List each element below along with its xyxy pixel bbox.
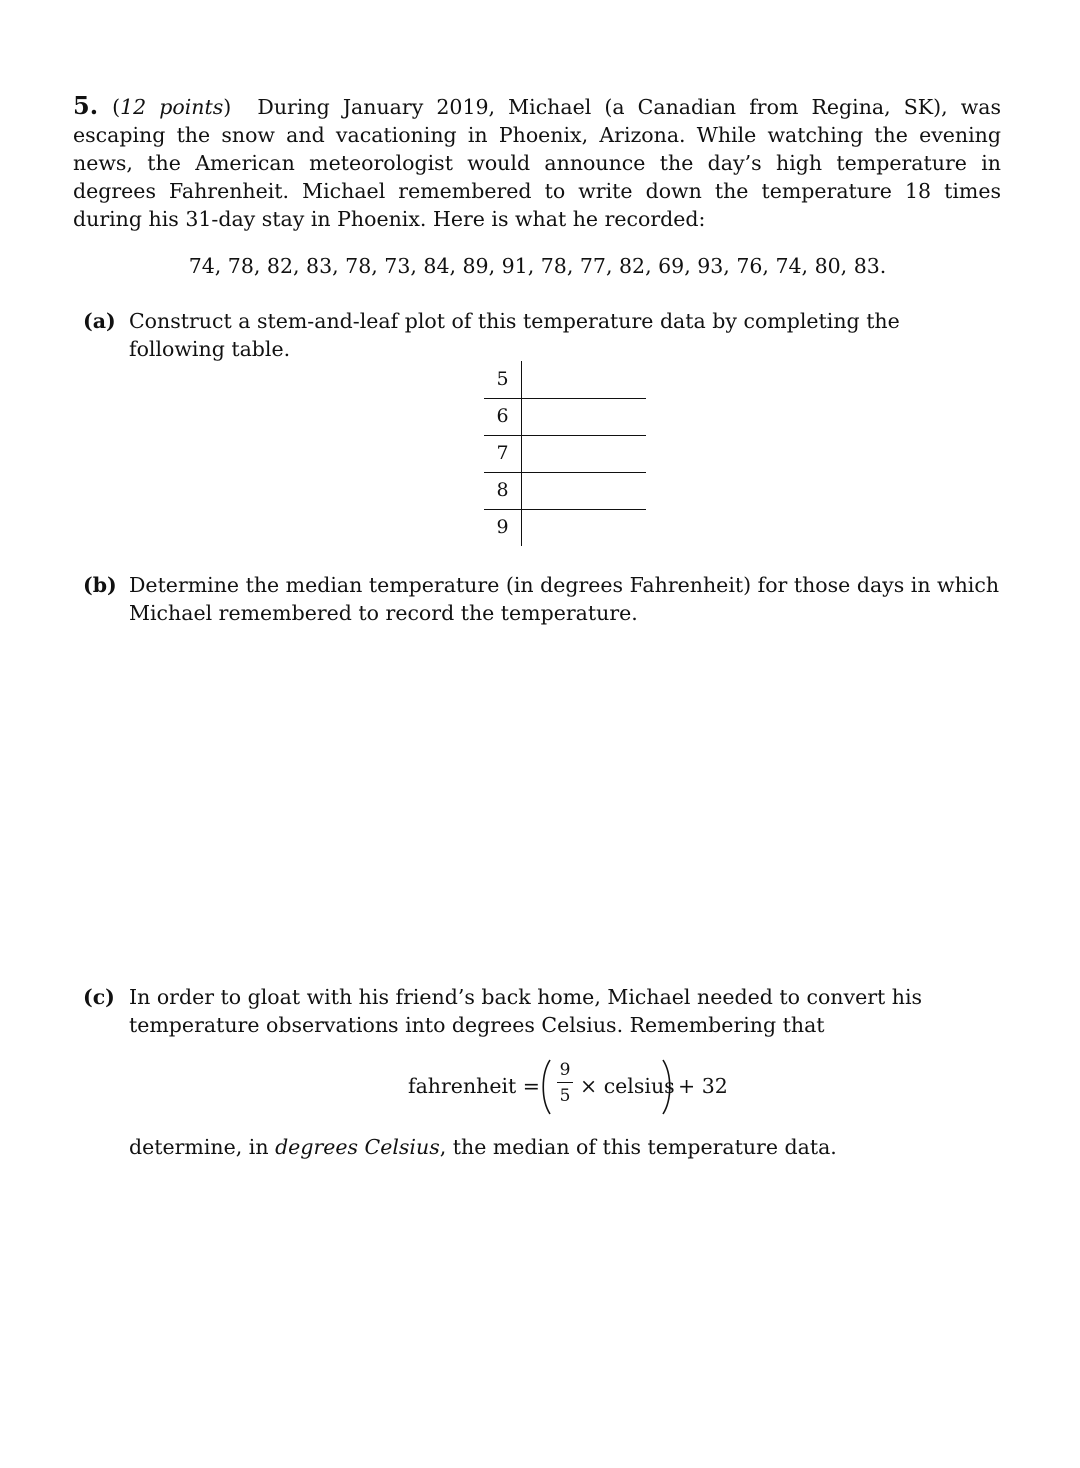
- stem-value: 7: [496, 442, 509, 464]
- leaf-cell[interactable]: [522, 472, 646, 509]
- fraction-numerator: 9: [559, 1060, 571, 1080]
- stem-value: 6: [496, 405, 509, 427]
- part-a: [83, 307, 1001, 363]
- part-c: [83, 983, 1001, 1039]
- formula-times-celsius: × celsius: [580, 1074, 675, 1098]
- fraction-bar: [557, 1082, 573, 1083]
- formula-rhs: + 32: [678, 1074, 728, 1098]
- leaf-cell[interactable]: [522, 435, 646, 472]
- left-paren-icon: [539, 1058, 553, 1116]
- stem-row: [484, 472, 646, 509]
- fraction-denominator: 5: [559, 1086, 571, 1106]
- temperature-data: 74, 78, 82, 83, 78, 73, 84, 89, 91, 78, 77, 82, 69, 93, 76, 74, 80, 83.: [188, 254, 887, 278]
- right-paren-icon: [660, 1058, 674, 1116]
- stem-value: 5: [496, 368, 509, 390]
- part-b-label: (b): [83, 573, 117, 597]
- points-close: ): [223, 95, 232, 119]
- stem-value: 9: [496, 516, 509, 538]
- final-text-emphasis: degrees Celsius: [275, 1135, 440, 1159]
- stem-row: [484, 435, 646, 472]
- stem-row: [484, 361, 646, 398]
- formula-lhs: fahrenheit =: [408, 1074, 540, 1098]
- part-a-text: Construct a stem-and-leaf plot of this temperature data by completing the following table.: [129, 309, 900, 361]
- question-number: 5.: [73, 91, 99, 120]
- question-intro: [73, 92, 1001, 233]
- question-points: 12 points: [120, 95, 224, 119]
- stem-and-leaf-table: [484, 361, 646, 546]
- leaf-cell[interactable]: [522, 398, 646, 435]
- final-text-after: , the median of this temperature data.: [439, 1135, 837, 1159]
- part-a-label: (a): [83, 309, 116, 333]
- part-c-final-text: [129, 1133, 1001, 1161]
- question-intro-text: During January 2019, Michael (a Canadian from Regina, SK), was escaping the snow and vacationing in Phoenix, Arizona. While watching the evening news, the American meteorologist would announce the day’s high temperature in degrees Fahrenheit. Michael remembered to write down the temperature 18 times during his 31-day stay in Phoenix. Here is what he recorded:: [73, 95, 1001, 231]
- leaf-cell[interactable]: [522, 509, 646, 546]
- stem-value: 8: [496, 479, 509, 501]
- part-b: [83, 571, 1001, 627]
- leaf-cell[interactable]: [522, 361, 646, 398]
- part-c-final: [83, 1133, 1001, 1161]
- stem-row: [484, 509, 646, 546]
- points-open: (: [112, 95, 121, 119]
- part-c-text: In order to gloat with his friend’s back home, Michael needed to convert his temperature observations into degrees Celsius. Remembering that: [129, 985, 923, 1037]
- final-text-before: determine, in: [129, 1135, 276, 1159]
- fraction: [557, 1060, 573, 1106]
- part-b-text: Determine the median temperature (in degrees Fahrenheit) for those days in which Michael remembered to record the temperature.: [129, 573, 1000, 625]
- stem-row: [484, 398, 646, 435]
- part-c-label: (c): [83, 985, 115, 1009]
